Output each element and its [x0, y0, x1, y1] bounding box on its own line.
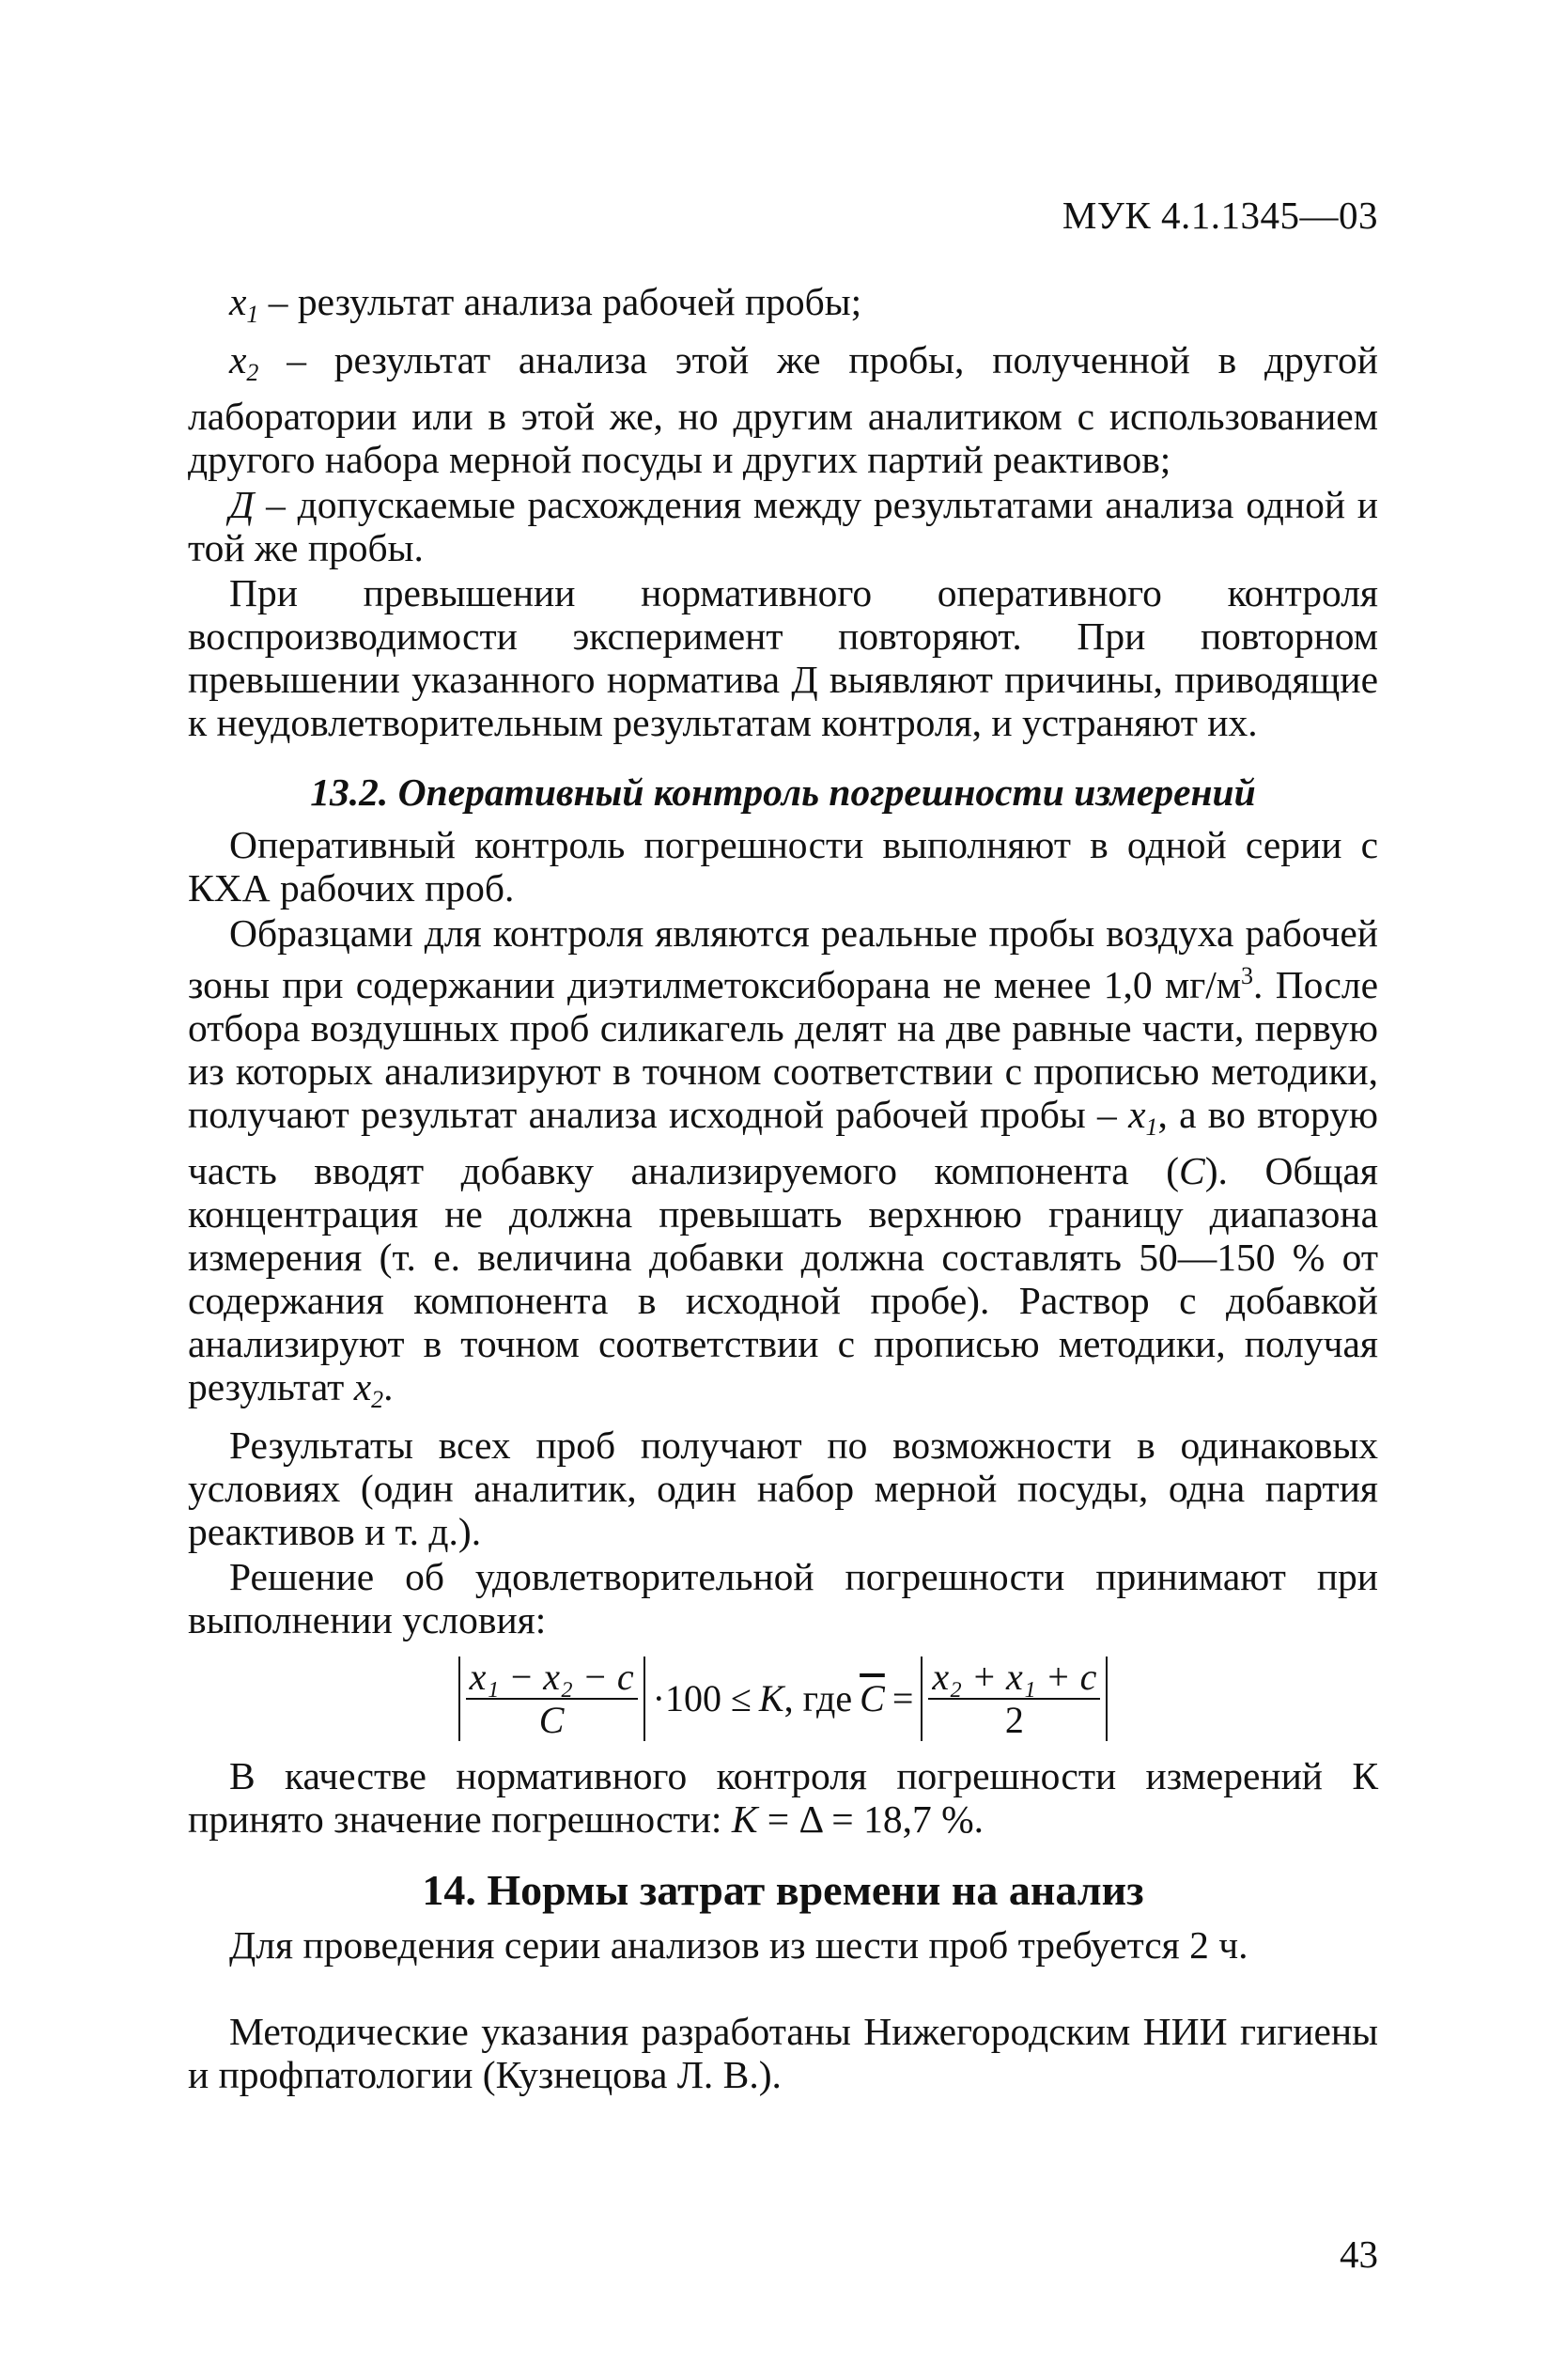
x1-definition-text: – результат анализа рабочей пробы;: [258, 280, 862, 323]
section-13-2-paragraph-5: [188, 1754, 1378, 1841]
formula-right-fraction: [928, 1657, 1100, 1741]
page-body: [188, 280, 1378, 2098]
formula-left-numerator: x₁ − x₂ − c: [466, 1657, 638, 1700]
x2-definition-text: – результат анализа этой же пробы, полученной в другой лаборатории или в этой же, но другим аналитиком с использованием другого набора мерной посуды и других партий реактивов;: [188, 338, 1378, 481]
x2-symbol: x: [229, 338, 247, 381]
formula-right-numerator: x₂ + x₁ + c: [928, 1657, 1100, 1700]
p5-text-a: В качестве нормативного контроля погрешности измерений К принято значение погрешности:: [188, 1753, 1378, 1841]
p2-text-b: . После отбора воздушных проб силикагель делят на две равные части, первую из которых анализируют в точном соответствии с прописью методики, получают результат анализа исходной рабочей пробы –: [188, 962, 1379, 1136]
section-14-title: 14. Нормы затрат времени на анализ: [422, 1865, 1144, 1914]
p2-superscript: 3: [1241, 962, 1254, 989]
p2-c-symbol: С: [1179, 1148, 1205, 1192]
formula-where: , где: [783, 1676, 853, 1719]
p2-x2-subscript: 2: [371, 1385, 384, 1413]
p2-x1-symbol: x: [1128, 1092, 1146, 1136]
p2-x1-subscript: 1: [1145, 1112, 1158, 1141]
formula-left-fraction: [466, 1657, 638, 1741]
spacer: [188, 1968, 1378, 2010]
formula-left-abs: [458, 1657, 645, 1741]
formula-k: K: [758, 1676, 784, 1719]
paragraph-reproducibility: При превышении нормативного оперативного контроля воспроизводимости эксперимент повторяют. При повторном превышении указанного норматива Д выявляют причины, приводящие к неудовлетворительным результатам контроля, и устраняют их.: [188, 571, 1378, 744]
p2-x2-symbol: x: [353, 1364, 372, 1408]
p5-text-b: = Δ = 18,7 %.: [757, 1797, 985, 1841]
footer-note: Методические указания разработаны Нижегородским НИИ гигиены и профпатологии (Кузнецова Л. В.).: [188, 2009, 1378, 2096]
definition-x2: [188, 338, 1378, 481]
d-definition-text: – допускаемые расхождения между результатами анализа одной и той же пробы.: [188, 483, 1378, 569]
p5-k-symbol: К: [731, 1797, 758, 1841]
formula-equals: =: [892, 1676, 914, 1719]
page-number: 43: [1340, 2232, 1378, 2276]
x1-subscript: 1: [246, 301, 259, 328]
accuracy-formula: [188, 1657, 1378, 1741]
formula-right-denominator: 2: [1004, 1698, 1024, 1741]
p2-text-d: ). Общая концентрация не должна превышать верхнюю границу диапазона измерения (т. е. величина добавки должна составлять 50—150 % от содержания компонента в исходной пробе). Раствор с добавкой анализируют в точном соответствии с прописью методики, получая результат: [188, 1148, 1378, 1408]
section-13-2-title: 13.2. Оперативный контроль погрешности измерений: [310, 770, 1256, 814]
section-13-2-paragraph-4: Решение об удовлетворительной погрешности принимают при выполнении условия:: [188, 1554, 1378, 1641]
section-13-2-paragraph-3: Результаты всех проб получают по возможности в одинаковых условиях (один аналитик, один набор мерной посуды, одна партия реактивов и т. д.).: [188, 1423, 1378, 1553]
definition-x1: [188, 280, 1378, 336]
section-14-paragraph-1: Для проведения серии анализов из шести проб требуется 2 ч.: [229, 1922, 1248, 1967]
formula-right-abs: [921, 1657, 1108, 1741]
definition-d: [188, 483, 1378, 569]
formula-multiplier: ·100 ≤: [652, 1676, 752, 1719]
p2-text-c: , а во вторую часть вводят добавку анализируемого компонента (: [188, 1092, 1378, 1192]
p2-text-a: Образцами для контроля являются реальные пробы воздуха рабочей зоны при содержании диэтилметоксиборана не менее 1,0 мг/м: [188, 911, 1378, 1006]
d-symbol: Д: [229, 483, 255, 526]
section-13-2-paragraph-1: Оперативный контроль погрешности выполняют в одной серии с КХА рабочих проб.: [188, 823, 1378, 910]
x2-subscript: 2: [246, 359, 259, 386]
section-13-2-paragraph-2: [188, 911, 1378, 1422]
formula-c-bar: $\overline{C}$: [860, 1676, 885, 1719]
p2-text-e: .: [383, 1364, 394, 1408]
document-code-header: МУК 4.1.1345—03: [1062, 194, 1378, 237]
formula-left-denominator: C: [538, 1698, 565, 1741]
x1-symbol: x: [229, 280, 247, 323]
